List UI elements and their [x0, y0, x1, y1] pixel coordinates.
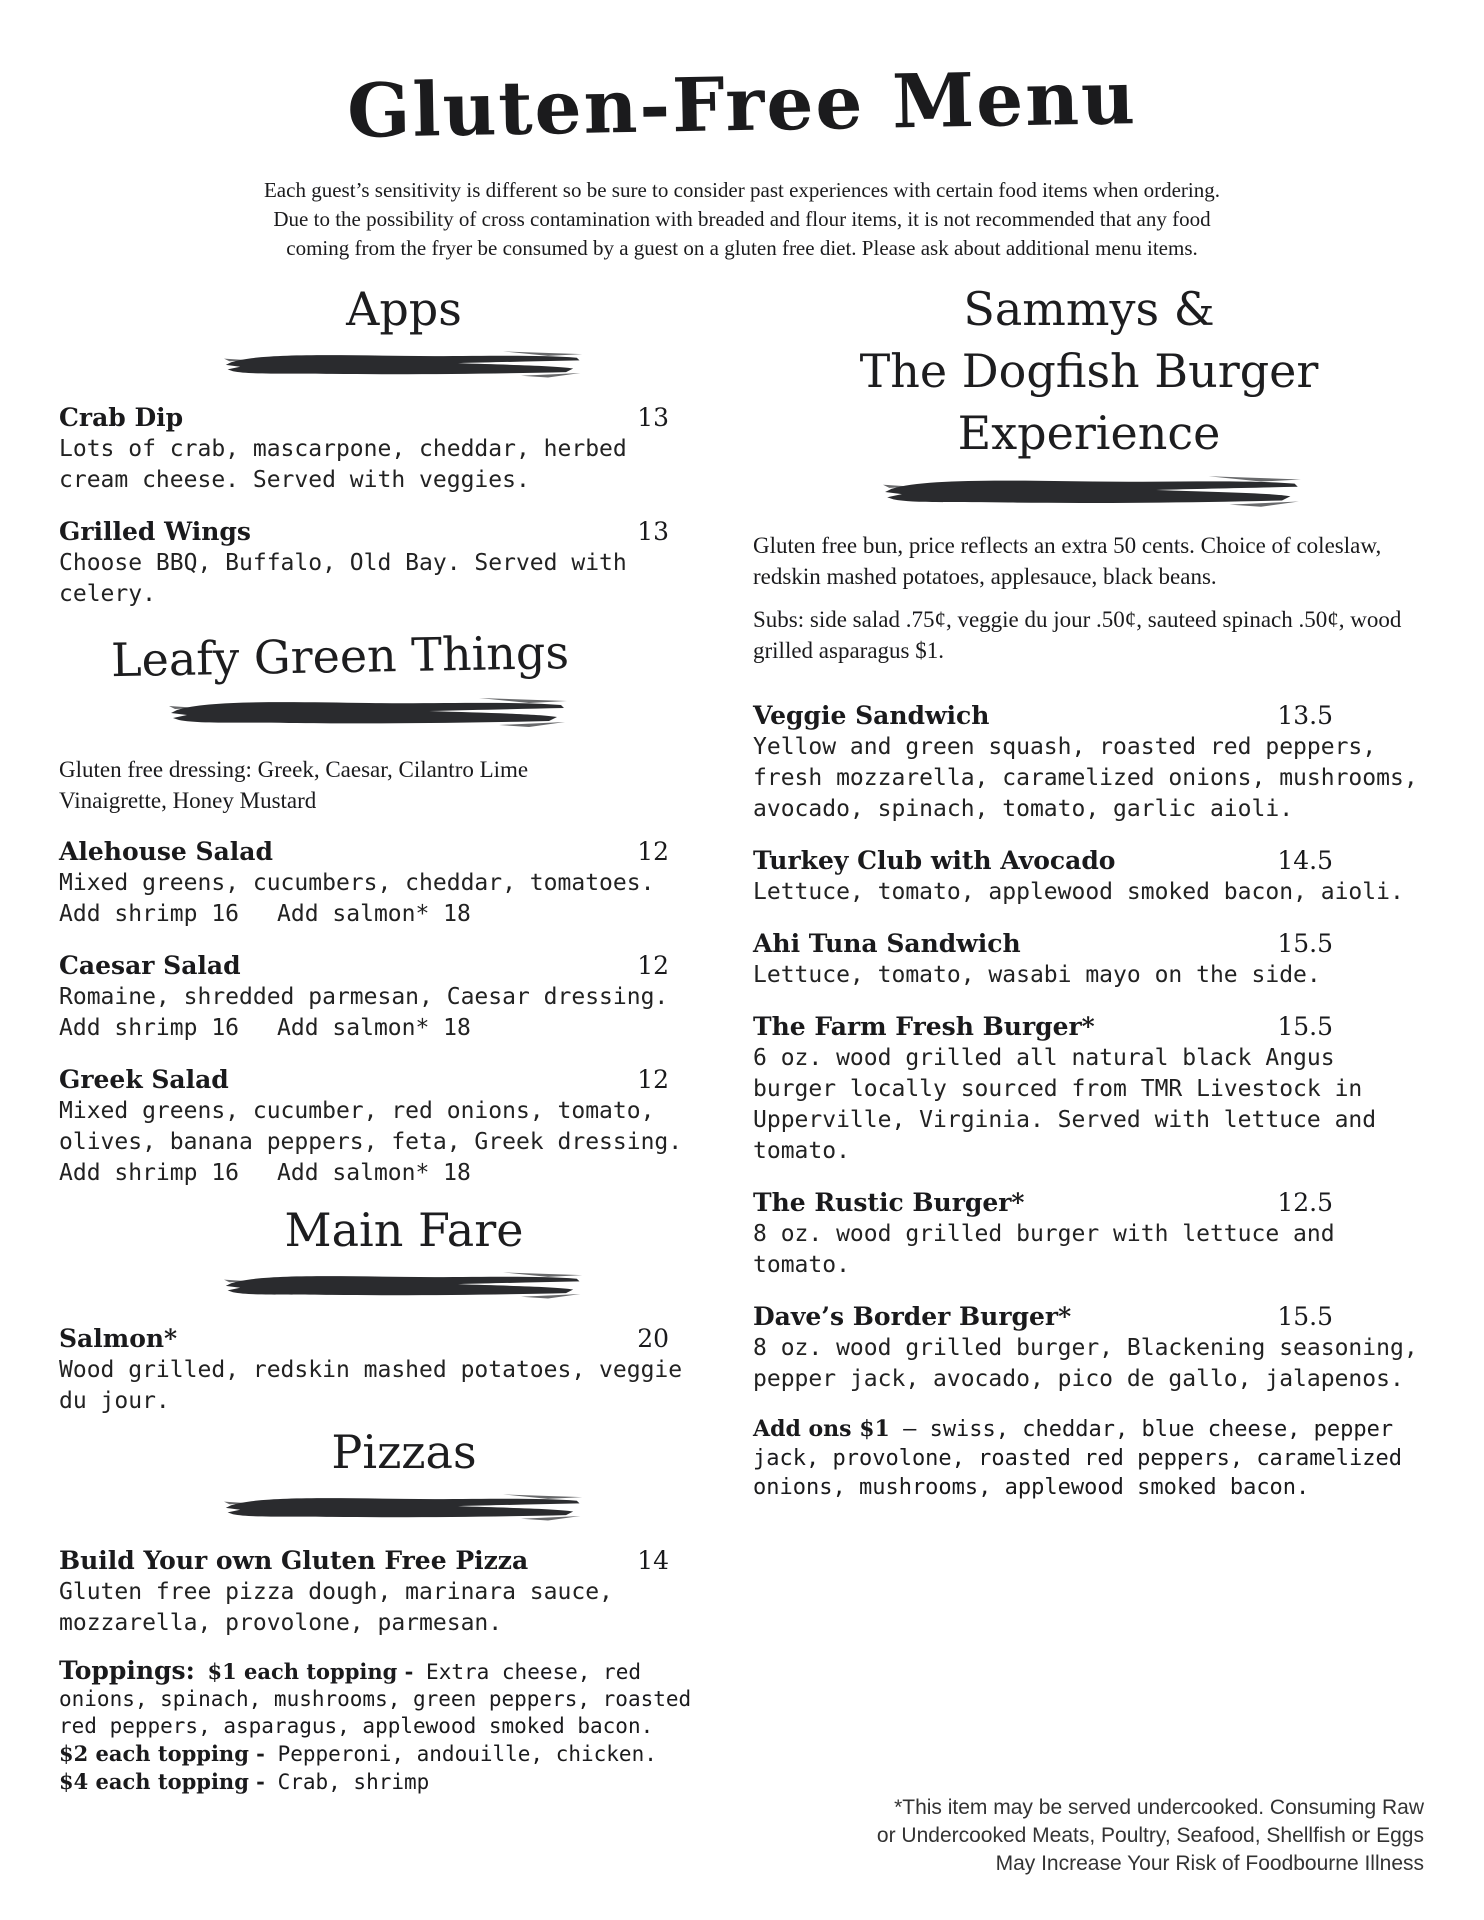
item-price: 13.5 [1277, 701, 1333, 730]
addons-label: Add ons $1 [753, 1416, 890, 1442]
sammys-section [753, 278, 1425, 1502]
burger-addons [753, 1415, 1425, 1502]
menu-item [753, 1301, 1425, 1395]
item-name: Build Your own Gluten Free Pizza [59, 1546, 529, 1575]
tier2-label: $2 each topping - [59, 1741, 265, 1766]
sammys-subs: Subs: side salad .75¢, veggie du jour .50¢, sauteed spinach .50¢, wood grilled asparagus $1. [753, 607, 1402, 663]
item-description: Mixed greens, cucumber, red onions, tomato, olives, banana peppers, feta, Greek dressing. [59, 1098, 683, 1155]
pizzas-section [59, 1421, 749, 1796]
tier1-text: Extra cheese, red onions, spinach, mushrooms, green peppers, roasted red peppers, asparagus, applewood smoked bacon. [59, 1660, 692, 1738]
add-shrimp: Add shrimp 16 [59, 1015, 240, 1041]
menu-item [753, 1187, 1425, 1281]
brush-divider [194, 1267, 614, 1303]
tier1-label: $1 each topping - [207, 1659, 414, 1684]
menu-item [59, 836, 749, 930]
left-column [59, 278, 749, 1796]
item-name: The Rustic Burger* [753, 1188, 1025, 1217]
main-fare-heading: Main Fare [284, 1203, 524, 1257]
sammys-heading-line-2: The Dogfish Burger [859, 344, 1319, 398]
item-price: 14 [637, 1546, 669, 1575]
item-description: Wood grilled, redskin mashed potatoes, veggie du jour. [59, 1357, 683, 1414]
item-name: Alehouse Salad [59, 837, 273, 866]
apps-section [59, 278, 749, 610]
add-salmon: Add salmon* 18 [277, 901, 471, 927]
toppings-label: Toppings: [59, 1656, 195, 1685]
item-name: Crab Dip [59, 403, 184, 432]
menu-item [59, 516, 749, 610]
item-description: Choose BBQ, Buffalo, Old Bay. Served with celery. [59, 550, 627, 607]
sammys-heading-line-3: Experience [957, 406, 1221, 460]
menu-item [753, 928, 1425, 991]
add-salmon: Add salmon* 18 [277, 1015, 471, 1041]
menu-item [59, 1323, 749, 1417]
add-salmon: Add salmon* 18 [277, 1160, 471, 1186]
intro-line-1: Each guest’s sensitivity is different so be sure to consider past experiences with certain food items when ordering. [263, 178, 1221, 202]
item-price: 12.5 [1277, 1188, 1333, 1217]
item-name: Ahi Tuna Sandwich [753, 929, 1021, 958]
item-price: 12 [637, 837, 669, 866]
item-description: Romaine, shredded parmesan, Caesar dressing. [59, 984, 669, 1010]
item-description: Lots of crab, mascarpone, cheddar, herbed cream cheese. Served with veggies. [59, 436, 627, 493]
menu-item [753, 1011, 1425, 1167]
right-column [753, 278, 1425, 1502]
menu-item [59, 1064, 749, 1189]
intro-line-3: coming from the fryer be consumed by a guest on a gluten free diet. Please ask about additional menu items. [286, 236, 1198, 260]
brush-divider [79, 692, 659, 732]
undercooked-disclaimer [804, 1794, 1424, 1878]
brush-divider [783, 470, 1403, 512]
item-addons [59, 1013, 749, 1044]
item-addons [59, 899, 749, 930]
main-fare-section [59, 1199, 749, 1417]
item-name: Veggie Sandwich [753, 701, 990, 730]
intro-line-2: Due to the possibility of cross contamination with breaded and flour items, it is not recommended that any food [273, 207, 1211, 231]
item-price: 14.5 [1277, 846, 1333, 875]
item-price: 12 [637, 1065, 669, 1094]
item-price: 15.5 [1277, 1302, 1333, 1331]
dressing-note: Gluten free dressing: Greek, Caesar, Cilantro Lime Vinaigrette, Honey Mustard [59, 757, 529, 813]
item-name: Caesar Salad [59, 951, 241, 980]
item-description: Lettuce, tomato, applewood smoked bacon, aioli. [753, 879, 1404, 905]
sammys-intro: Gluten free bun, price reflects an extra 50 cents. Choice of coleslaw, redskin mashed potatoes, applesauce, black beans. [753, 533, 1382, 589]
apps-heading: Apps [346, 282, 462, 336]
disclaimer-line-3: May Increase Your Risk of Foodbourne Illness [995, 1852, 1424, 1875]
item-description: Lettuce, tomato, wasabi mayo on the side. [753, 962, 1321, 988]
tier2-text: Pepperoni, andouille, chicken. [277, 1742, 657, 1766]
item-addons [59, 1158, 749, 1189]
brush-divider [214, 346, 594, 382]
toppings-list [59, 1657, 739, 1796]
add-shrimp: Add shrimp 16 [59, 901, 240, 927]
menu-item [753, 700, 1425, 825]
item-name: Greek Salad [59, 1065, 229, 1094]
menu-title: Gluten-Free Menu [346, 55, 1138, 155]
menu-item [59, 402, 749, 496]
item-price: 20 [637, 1324, 669, 1353]
item-name: The Farm Fresh Burger* [753, 1012, 1095, 1041]
tier4-text: Crab, shrimp [277, 1770, 430, 1794]
disclaimer-line-2: or Undercooked Meats, Poultry, Seafood, Shellfish or Eggs [876, 1824, 1424, 1847]
item-price: 12 [637, 951, 669, 980]
item-description: Mixed greens, cucumbers, cheddar, tomatoes. [59, 870, 655, 896]
item-name: Dave’s Border Burger* [753, 1302, 1072, 1331]
item-name: Turkey Club with Avocado [753, 846, 1116, 875]
menu-intro [70, 176, 1414, 263]
item-price: 15.5 [1277, 929, 1333, 958]
item-description: 6 oz. wood grilled all natural black Angus burger locally sourced from TMR Livestock in Upperville, Virginia. Served with lettuce and tomato. [753, 1045, 1377, 1164]
item-name: Salmon* [59, 1324, 178, 1353]
item-description: Gluten free pizza dough, marinara sauce, mozzarella, provolone, parmesan. [59, 1579, 613, 1636]
item-description: Yellow and green squash, roasted red peppers, fresh mozzarella, caramelized onions, mushrooms, avocado, spinach, tomato, garlic aioli. [753, 734, 1418, 822]
item-name: Grilled Wings [59, 517, 251, 546]
item-price: 15.5 [1277, 1012, 1333, 1041]
disclaimer-line-1: *This item may be served undercooked. Consuming Raw [894, 1796, 1424, 1819]
menu-item [753, 845, 1425, 908]
menu-item [59, 1545, 749, 1639]
item-price: 13 [637, 517, 669, 546]
item-description: 8 oz. wood grilled burger, Blackening seasoning, pepper jack, avocado, pico de gallo, jalapenos. [753, 1335, 1418, 1392]
add-shrimp: Add shrimp 16 [59, 1160, 240, 1186]
brush-divider [209, 1489, 599, 1525]
item-description: 8 oz. wood grilled burger with lettuce and tomato. [753, 1221, 1335, 1278]
leafy-heading: Leafy Green Things [110, 625, 570, 688]
item-price: 13 [637, 403, 669, 432]
menu-item [59, 950, 749, 1044]
tier4-label: $4 each topping - [59, 1769, 265, 1794]
sammys-heading-line-1: Sammys & [963, 282, 1215, 336]
leafy-section [59, 624, 749, 1189]
addons-text: – swiss, cheddar, blue cheese, pepper jack, provolone, roasted red peppers, caramelized onions, mushrooms, applewood smoked bacon. [753, 1417, 1403, 1500]
pizzas-heading: Pizzas [331, 1425, 477, 1479]
